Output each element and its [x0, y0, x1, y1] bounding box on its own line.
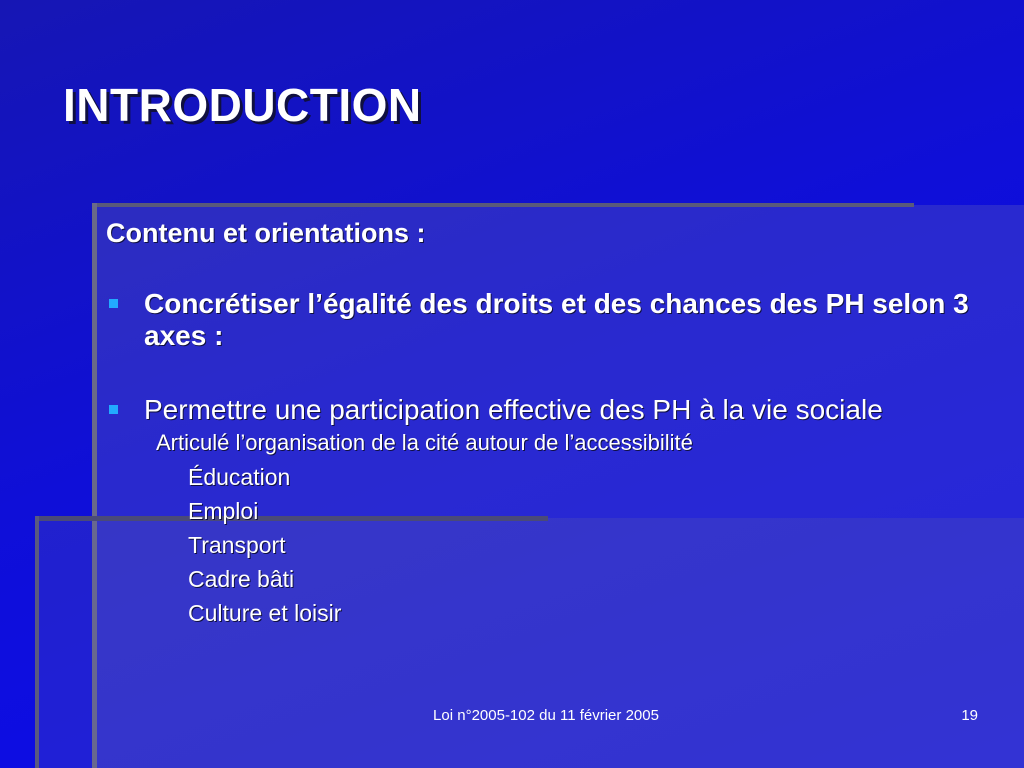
square-bullet-icon	[109, 299, 118, 308]
sub-item-accessibility: Articulé l’organisation de la cité autour de l’accessibilité	[156, 430, 693, 455]
slide-content	[106, 216, 986, 630]
footer-text: Loi n°2005-102 du 11 février 2005	[433, 707, 659, 724]
content-heading: Contenu et orientations :	[106, 218, 426, 248]
decorative-panel-lower-left-edge	[35, 516, 39, 768]
slide-footer	[0, 707, 1024, 724]
page-number: 19	[961, 707, 978, 724]
bullet-item-equality	[106, 288, 986, 352]
sub-sub-item-culture-leisure: Culture et loisir	[188, 600, 342, 626]
slide-title: INTRODUCTION	[63, 79, 422, 131]
square-bullet-icon	[109, 405, 118, 414]
decorative-panel-upper-top-edge	[94, 203, 914, 207]
sub-sub-item-education: Éducation	[188, 464, 291, 490]
bullet-text: Permettre une participation effective des PH à la vie sociale	[144, 394, 883, 425]
sub-sub-item-transport: Transport	[188, 532, 286, 558]
bullet-item-participation	[106, 394, 986, 426]
bullet-text: Concrétiser l’égalité des droits et des chances des PH selon 3 axes :	[144, 288, 969, 351]
sub-sub-item-employment: Emploi	[188, 498, 259, 524]
sub-sub-item-built-environment: Cadre bâti	[188, 566, 295, 592]
